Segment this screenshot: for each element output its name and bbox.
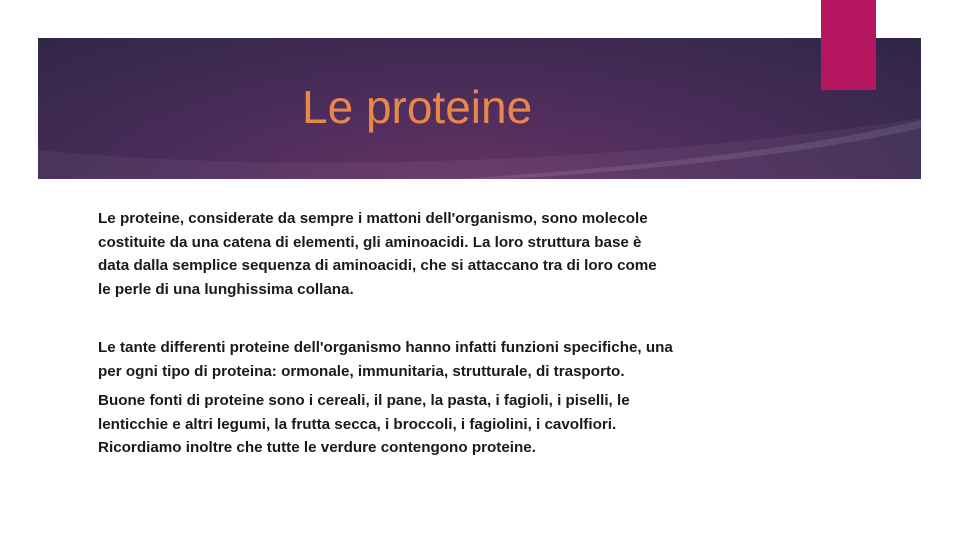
body-paragraph-3: Buone fonti di proteine sono i cereali, il pane, la pasta, i fagioli, i piselli, le lenticchie e altri legumi, la frutta secca, i broccoli, i fagiolini, i cavolfiori. Ricordiamo inoltre che tutte le verdure contengono proteine.: [98, 392, 630, 456]
body-paragraph-2: Le tante differenti proteine dell'organismo hanno infatti funzioni specifiche, una per ogni tipo di proteina: ormonale, immunitaria, strutturale, di trasporto.: [98, 339, 673, 380]
body-paragraph-1: Le proteine, considerate da sempre i mattoni dell'organismo, sono molecole costituite da una catena di elementi, gli aminoacidi. La loro struttura base è data dalla semplice sequenza di aminoacidi, che si attaccano tra di loro come le perle di una lunghissima collana.: [98, 210, 657, 298]
accent-tab: [821, 0, 876, 90]
slide-title: Le proteine: [302, 81, 533, 133]
